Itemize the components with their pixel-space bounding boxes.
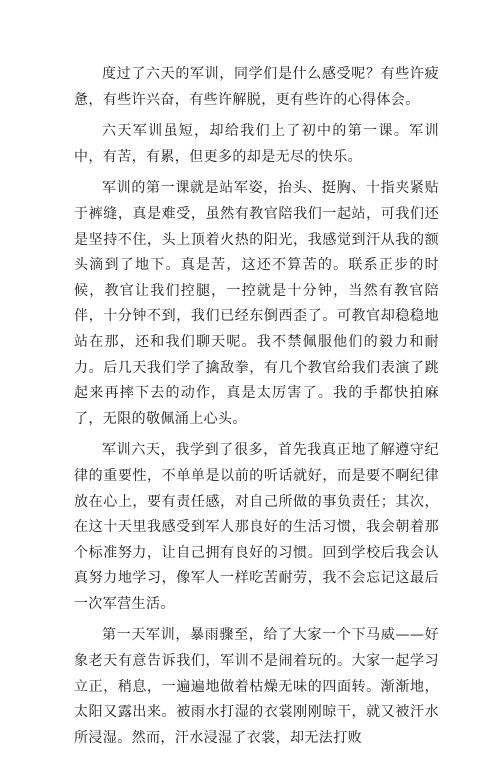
paragraph-4: 军训六天，我学到了很多，首先我真正地了解遵守纪律的重要性，不单单是以前的听话就好，而是要不啊纪律放在心上，要有责任感，对自己所做的事负责任；其次，在这十天里我感受到军人那良好的生活习惯，我会朝着那个标准努力，让自己拥有良好的习惯。回到学校后我会认真努力地学习，像军人一样吃苦耐劳，我不会忘记这最后一次军营生活。 xyxy=(74,442,439,612)
paragraph-2: 六天军训虽短，却给我们上了初中的第一课。军训中，有苦，有累，但更多的却是无尽的快乐。 xyxy=(74,123,439,165)
paragraph-5: 第一天军训，暴雨骤至，给了大家一个下马威——好象老天有意告诉我们，军训不是闹着玩的。大家一起学习立正，稍息，一遍遍地做着枯燥无味的四面转。渐渐地，太阳又露出来。被雨水打湿的衣裳刚刚晾干，就又被汗水所浸湿。然而，汗水浸湿了衣裳，却无法打败 xyxy=(74,627,439,746)
paragraph-3: 军训的第一课就是站军姿，抬头、挺胸、十指夹紧贴于裤缝，真是难受，虽然有教官陪我们一起站，可我们还是坚持不住，头上顶着火热的阳光，我感觉到汗从我的额头滴到了地下。真是苦，这还不算苦的。联系正步的时候，教官让我们控腿，一控就是十分钟，当然有教官陪伴，十分钟不到，我们已经东倒西歪了。可教官却稳稳地站在那，还和我们聊天呢。我不禁佩服他们的毅力和耐力。后几天我们学了擒敌拳，有几个教官给我们表演了跳起来再摔下去的动作，真是太厉害了。我的手都快拍麻了，无限的敬佩涌上心头。 xyxy=(74,180,439,427)
essay-body xyxy=(74,62,439,757)
paragraph-1: 度过了六天的军训，同学们是什么感受呢？有些许疲惫，有些许兴奋，有些许解脱，更有些许的心得体会。 xyxy=(74,66,439,108)
